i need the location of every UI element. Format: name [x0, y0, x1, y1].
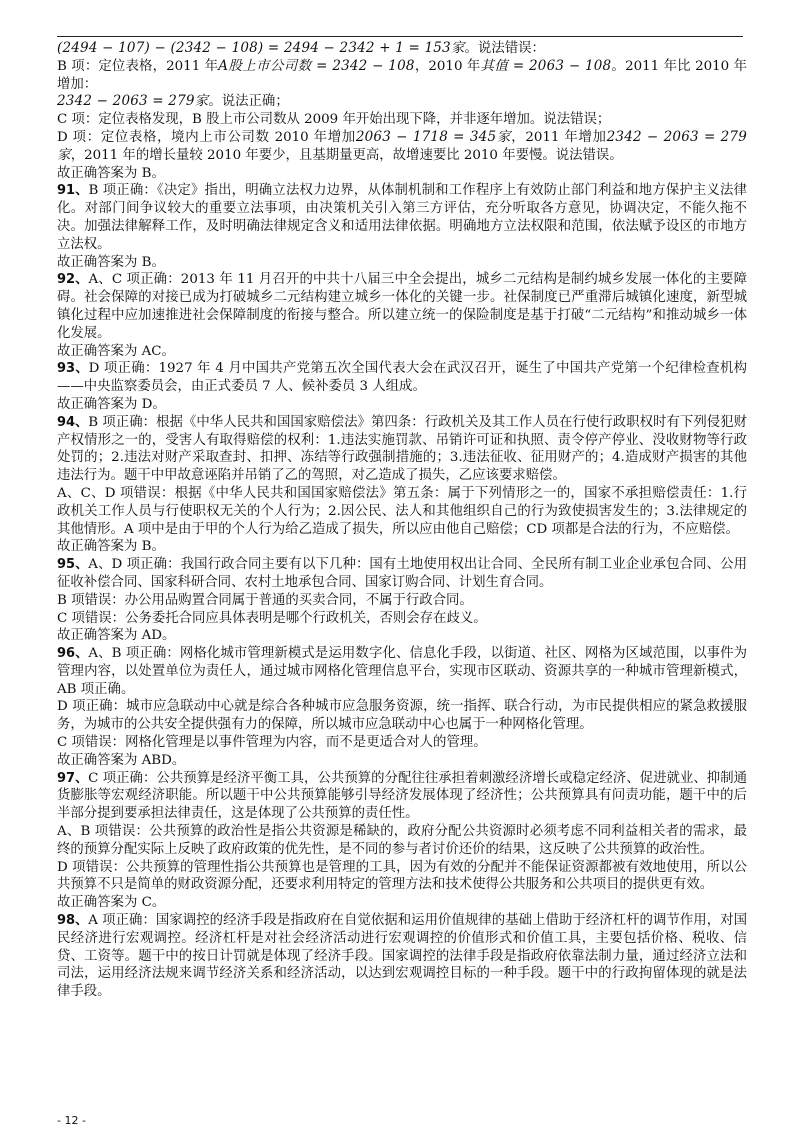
paragraph	[57, 698, 747, 734]
paragraph	[57, 414, 747, 485]
paragraph	[57, 752, 747, 770]
paragraph	[57, 823, 747, 859]
text-run: B 项正确：根据《中华人民共和国国家赔偿法》第四条：行政机关及其工作人员在行使行政职权时有下列侵犯财产权情形之一的，受害人有取得赔偿的权利：1.违法实施罚款、吊销许可证和执照、责令停产停业、没收财物等行政处罚的；2.违法对财产采取查封、扣押、冻结等行政强制措施的；3.违法征收、征用财产的；4.造成财产损害的其他违法行为。题干中甲故意诬陷并吊销了乙的驾照，对乙造成了损失，乙应该要求赔偿。	[57, 414, 748, 484]
paragraph	[57, 912, 747, 1001]
question-number: 95、	[57, 557, 89, 573]
text-run: A 项正确：国家调控的经济手段是指政府在自觉依据和运用价值规律的基础上借助于经济杠杆的调节作用，对国民经济进行宏观调控。经济杠杆是对社会经济活动进行宏观调控的价值形式和价值工具，主要包括价格、税收、信贷、工资等。题干中的按日计罚就是体现了经济手段。国家调控的法律手段是指政府依靠法制力量，通过经济立法和司法，运用经济法规来调节经济关系和经济活动，以达到宏观调控目标的一种手段。题干中的行政拘留体现的就是法律手段。	[57, 913, 747, 1000]
text-run: 。2011 年比 2010 年增加：	[57, 58, 747, 92]
math-expression: 2342 − 2063 = 279家	[57, 93, 209, 110]
text-run: 。说法正确；	[208, 94, 289, 110]
text-run: 。说法错误：	[464, 41, 545, 56]
paragraph	[57, 645, 747, 698]
text-run: 故正确答案为 AD。	[57, 628, 176, 644]
paragraph	[57, 592, 747, 610]
paragraph	[57, 610, 747, 628]
text-run: D 项正确：城市应急联动中心就是综合各种城市应急服务资源，统一指挥、联合行动，为市民提供相应的紧急救援服务，为城市的公共安全提供强有力的保障，所以城市应急联动中心也属于一种网格化管理。	[57, 699, 747, 733]
paragraph	[57, 556, 747, 592]
text-run: 故正确答案为 D。	[57, 396, 166, 412]
paragraph	[57, 538, 747, 556]
paragraph	[57, 271, 747, 342]
page-number: - 12 -	[57, 1114, 86, 1127]
text-run: ，2011 年的增长量较 2010 年要少，且基期量更高，故增速要比 2010 年要慢。说法错误。	[70, 147, 623, 163]
paragraph	[57, 734, 747, 752]
text-run: 故正确答案为 AC。	[57, 343, 175, 359]
text-run: ，2010 年	[414, 58, 481, 74]
question-number: 94、	[57, 414, 89, 430]
question-number: 98、	[57, 913, 89, 929]
question-number: 92、	[57, 272, 89, 288]
math-expression: A股上市公司数 = 2342 − 108	[218, 57, 415, 74]
question-number: 93、	[57, 361, 89, 377]
paragraph	[57, 627, 747, 645]
text-run: A、D 项正确：我国行政合同主要有以下几种：国有土地使用权出让合同、全民所有制工业企业承包合同、公用征收补偿合同、国家科研合同、农村土地承包合同、国家订购合同、计划生育合同。	[57, 557, 747, 590]
text-run: A、B 项错误：公共预算的政治性是指公共资源是稀缺的，政府分配公共资源时必须考虑不同利益相关者的需求，最终的预算分配实际上反映了政府政策的优先性，是不同的参与者讨价还价的结果，这反映了公共预算的政治性。	[57, 824, 747, 857]
paragraph	[57, 40, 747, 58]
text-run: D 项正确：1927 年 4 月中国共产党第五次全国代表大会在武汉召开，诞生了中国共产党第一个纪律检查机构——中央监察委员会，由正式委员 7 人、候补委员 3 人组成。	[57, 361, 747, 395]
document-body	[57, 40, 747, 1001]
text-run: A、B 项正确：网格化城市管理新模式是运用数字化、信息化手段，以街道、社区、网格为区域范围，以事件为管理内容，以处置单位为责任人，通过城市网格化管理信息平台，实现市区联动、资源共享的一种城市管理新模式，AB 项正确。	[57, 646, 748, 697]
text-run: A、C、D 项错误：根据《中华人民共和国国家赔偿法》第五条：属于下列情形之一的，国家不承担赔偿责任：1.行政机关工作人员与行使职权无关的个人行为；2.因公民、法人和其他组织自己的行为致使损害发生的；3.法律规定的其他情形。A 项中是由于甲的个人行为给乙造成了损失，所以应由他自己赔偿；CD 项都是合法的行为，不应赔偿。	[57, 485, 747, 537]
text-run: C 项正确：公共预算是经济平衡工具，公共预算的分配往往承担着刺激经济增长或稳定经济、促进就业、抑制通货膨胀等宏观经济职能。所以题干中公共预算能够引导经济发展体现了经济性；公共预算具有问责功能，题干中的后半部分提到要承担法律责任，这是体现了公共预算的责任性。	[57, 770, 748, 822]
paragraph	[57, 182, 747, 253]
question-number: 91、	[57, 183, 89, 199]
math-expression: 2063 − 1718 = 345家	[355, 128, 512, 145]
text-run: C 项：定位表格发现，B 股上市公司数从 2009 年开始出现下降，并非逐年增加。说法错误；	[57, 112, 611, 128]
paragraph	[57, 396, 747, 414]
text-run: 故正确答案为 B。	[57, 165, 165, 181]
text-run: 故正确答案为 B。	[57, 254, 165, 270]
text-run: 故正确答案为 ABD。	[57, 752, 186, 768]
question-number: 96、	[57, 646, 89, 662]
paragraph	[57, 254, 747, 272]
text-run: D 项错误：公共预算的管理性指公共预算也是管理的工具，因为有效的分配并不能保证资源都被有效地使用，所以公共预算不只是简单的财政资源分配，还要求利用特定的管理方法和技术使得公共服务和公共项目的提供更有效。	[57, 859, 747, 893]
text-run: B 项错误：办公用品购置合同属于普通的买卖合同，不属于行政合同。	[57, 592, 473, 608]
math-expression: 2342 − 2063 = 279家	[57, 128, 747, 163]
paragraph	[57, 770, 747, 823]
paragraph	[57, 485, 747, 538]
text-run: ，2011 年增加	[511, 129, 607, 145]
paragraph	[57, 894, 747, 912]
text-run: C 项错误：公务委托合同应具体表明是哪个行政机关，否则会存在歧义。	[57, 610, 487, 626]
paragraph	[57, 58, 747, 94]
paragraph	[57, 165, 747, 183]
paragraph	[57, 859, 747, 895]
math-expression: (2494 − 107) − (2342 − 108) = 2494 − 2342 + 1 = 153家	[57, 40, 465, 56]
question-number: 97、	[57, 770, 89, 786]
paragraph	[57, 343, 747, 361]
math-expression: 其值 = 2063 − 108	[480, 57, 612, 74]
paragraph	[57, 111, 747, 129]
header-rule	[57, 36, 743, 37]
paragraph	[57, 360, 747, 396]
text-run: 故正确答案为 B。	[57, 539, 165, 555]
text-run: 故正确答案为 C。	[57, 895, 166, 911]
text-run: C 项错误：网格化管理是以事件管理为内容，而不是更适合对人的管理。	[57, 735, 487, 751]
text-run: A、C 项正确：2013 年 11 月召开的中共十八届三中全会提出，城乡二元结构是制约城乡发展一体化的主要障碍。社会保障的对接已成为打破城乡二元结构建立城乡一体化的关键一步。社保制度已严重滞后城镇化速度，新型城镇化过程中应加速推进社会保障制度的衔接与整合。所以建立统一的保险制度是基于打破“二元结构”和推动城乡一体化发展。	[57, 272, 748, 341]
text-run: B 项：定位表格，2011 年	[57, 58, 219, 74]
text-run: D 项：定位表格，境内上市公司数 2010 年增加	[57, 129, 356, 145]
paragraph	[57, 129, 747, 165]
text-run: B 项正确：《决定》指出，明确立法权力边界，从体制机制和工作程序上有效防止部门利益和地方保护主义法律化。对部门间争议较大的重要立法事项，由决策机关引入第三方评估，充分听取各方意见，协调决定，不能久拖不决。加强法律解释工作，及时明确法律规定含义和适用法律依据。明确地方立法权限和范围，依法赋予设区的市地方立法权。	[57, 183, 747, 252]
paragraph	[57, 93, 747, 111]
